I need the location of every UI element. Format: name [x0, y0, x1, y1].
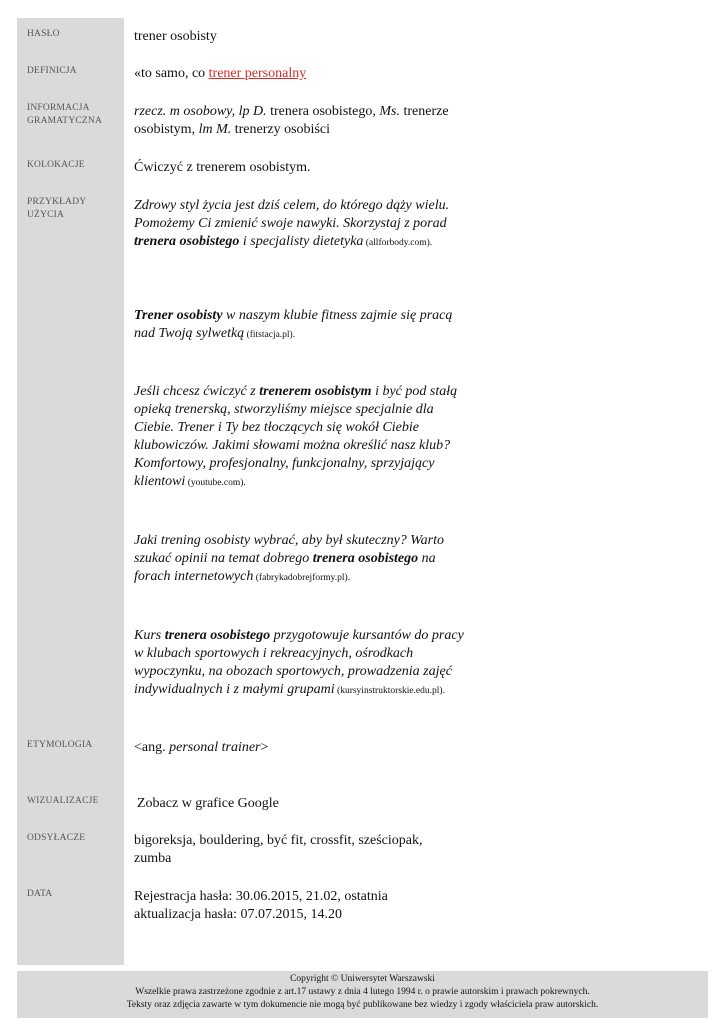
grammar-part: trenera osobistego,: [266, 104, 380, 119]
example-term: trenera osobistego: [134, 234, 240, 249]
headword-label: HASŁO: [27, 29, 60, 39]
visualization-label: WIZUALIZACJE: [27, 796, 99, 806]
grammar-part: trenerzy osobiści: [231, 122, 330, 137]
example-text: na forach internetowych: [134, 551, 436, 584]
example-text: Jeśli chcesz ćwiczyć z: [134, 384, 260, 399]
collocations-label: KOLOKACJE: [27, 160, 85, 170]
grammar-label-line2: GRAMATYCZNA: [27, 116, 103, 126]
usage-line: Teksty oraz zdjęcia zawarte w tym dokumencie nie mogą być publikowane bez wiedzy i zgody właściciela praw autorskich.: [126, 1000, 599, 1010]
grammar-label: [27, 102, 122, 128]
etymology-suffix: >: [260, 740, 269, 755]
example-term: trenerem osobistym: [259, 384, 372, 399]
references: bigoreksja, bouldering, być fit, crossfit, sześciopak, zumba: [134, 833, 423, 866]
definition: [134, 65, 464, 83]
etymology-prefix: <ang.: [134, 740, 170, 755]
example-source: (fitstacja.pl).: [244, 330, 296, 340]
etymology: [134, 739, 464, 757]
example-term: Trener osobisty: [134, 308, 223, 323]
example-text: i specjalisty dietetyka: [239, 234, 364, 249]
grammar-part: rzecz. m osobowy, lp D.: [134, 104, 267, 119]
copyright-footer: [17, 971, 708, 1018]
definition-label: DEFINICJA: [27, 66, 77, 76]
examples-label: [27, 196, 122, 222]
example-source: (fabrykadobrejformy.pl).: [253, 573, 351, 583]
grammar-part: trenerze osobistym,: [134, 104, 449, 137]
google-images-link[interactable]: Zobacz w grafice Google: [137, 796, 279, 811]
example-1: [134, 197, 459, 252]
example-text: i być pod stałą opieką trenerską, stworzyliśmy miejsce specjalnie dla Ciebie. Trener i Ty bez tłoczących się wokół Ciebie klubowiczów. Jakimi słowami można określić nasz klub? Komfortowy, profesjonalny, funkcjonalny, sprzyjający klientowi: [134, 384, 458, 489]
example-3: [134, 383, 462, 492]
definition-prefix: «to samo, co: [134, 66, 209, 81]
example-5: [134, 627, 464, 700]
example-2: [134, 307, 464, 344]
example-source: (youtube.com).: [185, 478, 246, 488]
example-text: Kurs: [134, 628, 165, 643]
examples-label-line1: PRZYKŁADY: [27, 197, 87, 207]
grammar-info: [134, 103, 464, 139]
definition-link[interactable]: trener personalny: [208, 66, 307, 81]
date-label: DATA: [27, 889, 53, 899]
collocations: Ćwiczyć z trenerem osobistym.: [134, 160, 311, 175]
example-source: (kursyinstruktorskie.edu.pl).: [334, 686, 445, 696]
example-source: (allforbody.com).: [363, 238, 433, 248]
example-text: Zdrowy styl życia jest dziś celem, do którego dąży wielu. Pomożemy Ci zmienić swoje nawyki. Skorzystaj z porad: [134, 198, 450, 231]
example-text: Jaki trening osobisty wybrać, aby był skuteczny? Warto szukać opinii na temat dobrego: [134, 533, 445, 566]
etymology-term: personal trainer: [169, 740, 261, 755]
example-text: w naszym klubie fitness zajmie się pracą nad Twoją sylwetką: [134, 308, 453, 341]
example-text: przygotowuje kursantów do pracy w klubach sportowych i rekreacyjnych, ośrodkach wypoczynku, na obozach sportowych, prowadzenia zajęć indywidualnych i z małymi grupami: [134, 628, 464, 697]
example-4: [134, 532, 446, 587]
example-term: trenera osobistego: [164, 628, 271, 643]
grammar-part: lm M.: [198, 122, 232, 137]
references-label: ODSYŁACZE: [27, 833, 86, 843]
rights-line: Wszelkie prawa zastrzeżone zgodnie z art.17 ustawy z dnia 4 lutego 1994 r. o prawie autorskim i prawach pokrewnych.: [135, 987, 590, 997]
copyright-line: Copyright © Uniwersytet Warszawski: [290, 974, 435, 984]
etymology-label: ETYMOLOGIA: [27, 740, 93, 750]
headword: trener osobisty: [134, 29, 217, 44]
examples-label-line2: UŻYCIA: [27, 210, 65, 220]
grammar-part: Ms.: [379, 104, 400, 119]
date-info: Rejestracja hasła: 30.06.2015, 21.02, ostatnia aktualizacja hasła: 07.07.2015, 14.20: [134, 889, 388, 922]
grammar-label-line1: INFORMACJA: [27, 103, 90, 113]
example-term: trenera osobistego: [312, 551, 419, 566]
